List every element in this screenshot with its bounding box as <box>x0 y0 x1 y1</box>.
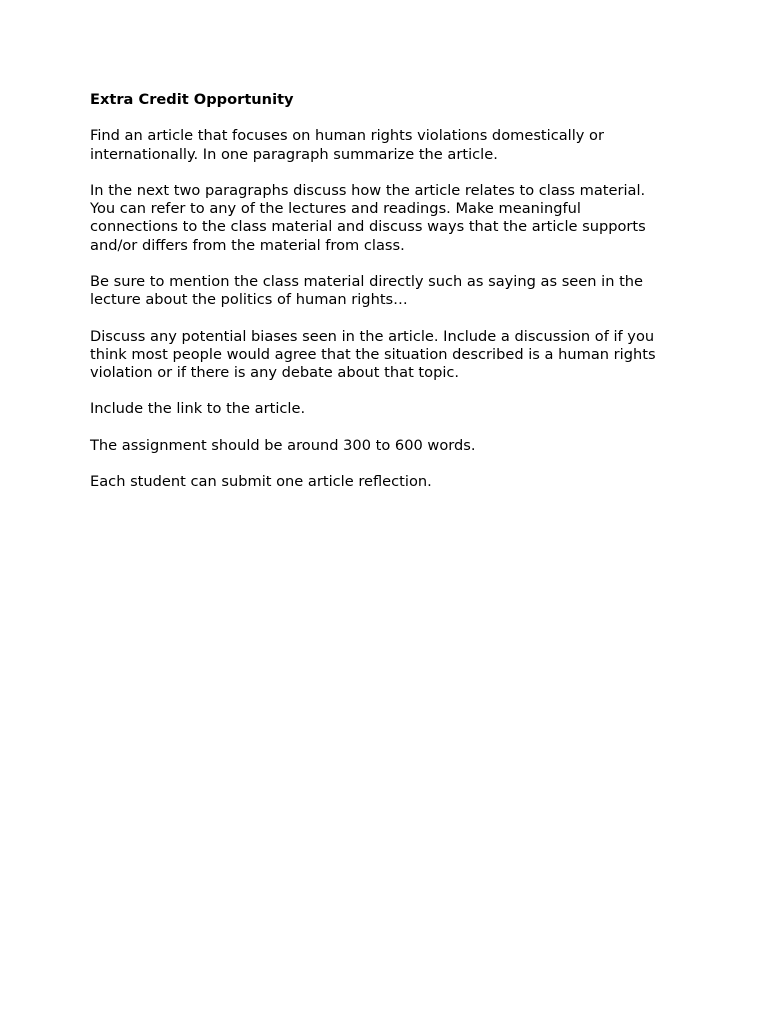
paragraph-class-material: In the next two paragraphs discuss how the article relates to class material. You can refer to any of the lectures and readings. Make meaningful connections to the class material and discuss ways that the article supports and/or differs from the material from class. <box>90 181 646 254</box>
paragraph-submission-limit: Each student can submit one article reflection. <box>90 473 432 491</box>
paragraph-biases: Discuss any potential biases seen in the article. Include a discussion of if you think most people would agree that the situation described is a human rights violation or if there is any debate about that topic. <box>90 327 656 381</box>
paragraph-word-count: The assignment should be around 300 to 600 words. <box>90 436 476 454</box>
document-title: Extra Credit Opportunity <box>90 91 294 108</box>
paragraph-find-article: Find an article that focuses on human rights violations domestically or internationally. In one paragraph summarize the article. <box>90 127 604 163</box>
paragraph-mention-material: Be sure to mention the class material directly such as saying as seen in the lecture about the politics of human rights… <box>90 272 644 309</box>
paragraph-include-link: Include the link to the article. <box>90 400 306 418</box>
document-page <box>90 91 690 510</box>
